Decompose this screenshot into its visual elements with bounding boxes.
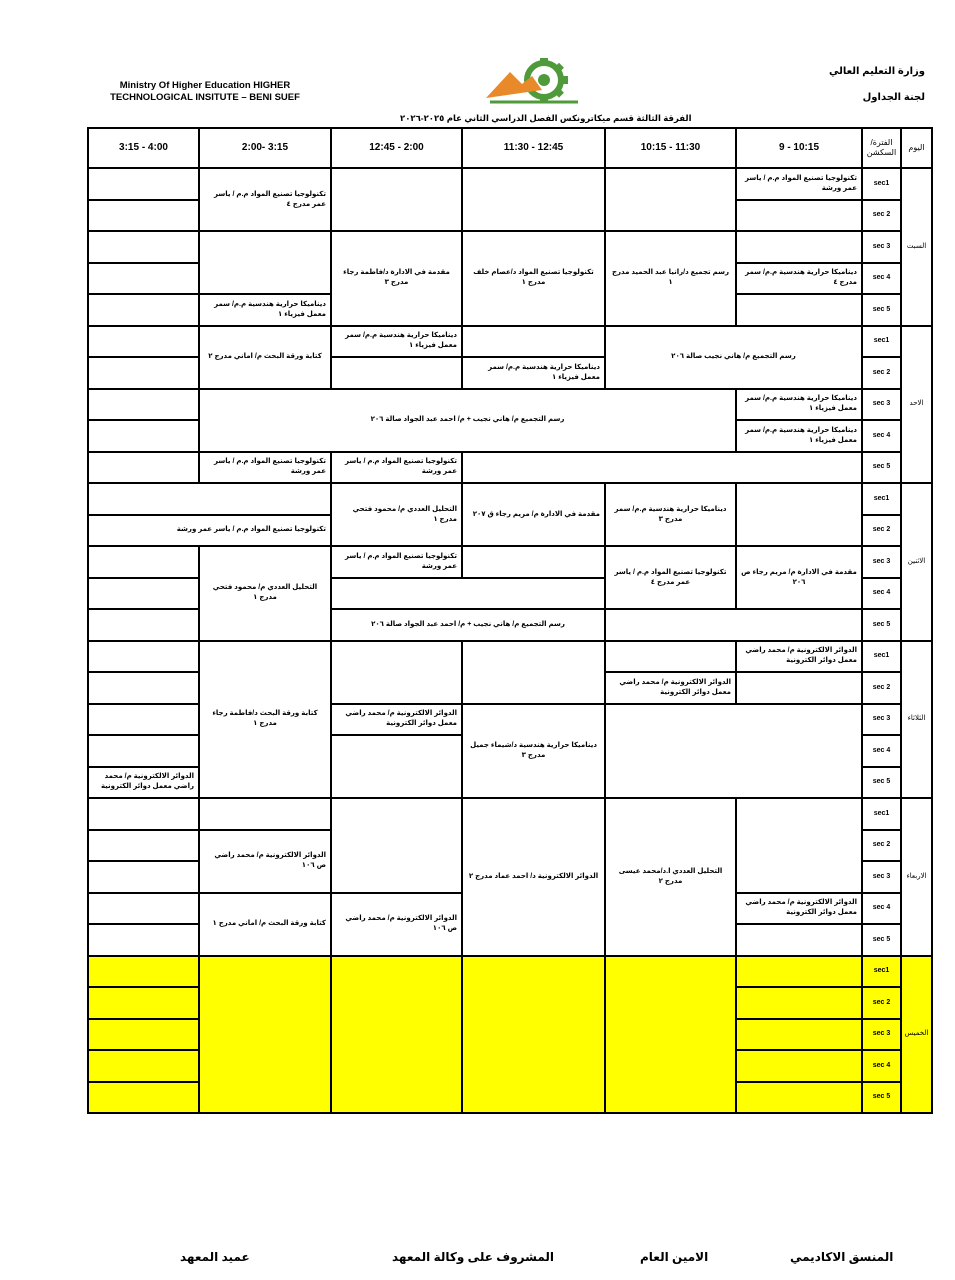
section-label: sec 2 — [862, 515, 901, 547]
table-cell — [88, 1082, 199, 1114]
table-cell — [736, 956, 862, 988]
table-row — [88, 641, 932, 673]
table-cell — [736, 798, 862, 893]
table-cell — [462, 546, 605, 578]
table-cell: التحليل العددي م/ محمود فتحي مدرج ١ — [331, 483, 462, 546]
table-cell: ديناميكا حرارية هندسية م.م/ سمر مدرج ٣ — [605, 483, 736, 546]
table-cell — [88, 452, 199, 484]
period-5-header: 2:00- 3:15 — [199, 128, 331, 168]
table-row — [88, 326, 932, 358]
section-label: sec 5 — [862, 609, 901, 641]
table-cell: ديناميكا حرارية هندسية م.م/ سمر معمل فيزياء ١ — [736, 389, 862, 421]
table-cell — [462, 168, 605, 231]
signature-academic-coordinator: المنسق الاكاديمي — [790, 1250, 894, 1264]
table-row — [88, 389, 932, 421]
table-cell: ديناميكا حرارية هندسية م.م/ سمر معمل فيزياء ١ — [462, 357, 605, 389]
institute-logo — [482, 58, 592, 106]
period-4-header: 12:45 - 2:00 — [331, 128, 462, 168]
table-cell: الدوائر الالكترونية م/ محمد راضي ص ١٠٦ — [331, 893, 462, 956]
table-cell — [88, 609, 199, 641]
table-cell: كتابة ورقة البحث د/فاطمة رجاء مدرج ١ — [199, 641, 331, 799]
section-label: sec 4 — [862, 578, 901, 610]
section-label: sec 5 — [862, 767, 901, 799]
table-cell — [88, 578, 199, 610]
signature-deputy-supervisor: المشروف على وكالة المعهد — [392, 1250, 554, 1264]
table-cell — [88, 263, 199, 295]
table-cell — [331, 357, 462, 389]
table-cell: تكنولوجيا تصنيع المواد د/عصام خلف مدرج ١ — [462, 231, 605, 326]
section-label: sec 3 — [862, 389, 901, 421]
table-cell — [605, 704, 862, 799]
table-cell: ديناميكا حرارية هندسية م.م/ سمر معمل فيزياء ١ — [331, 326, 462, 358]
section-label: sec 2 — [862, 672, 901, 704]
ministry-arabic-title: وزارة التعليم العالي — [829, 66, 925, 77]
table-cell — [199, 798, 331, 830]
table-cell — [88, 672, 199, 704]
table-cell — [736, 1082, 862, 1114]
table-cell — [88, 924, 199, 956]
committee-title: لجنة الجداول — [862, 92, 925, 103]
period-1-header: 9 - 10:15 — [736, 128, 862, 168]
table-cell: الدوائر الالكترونية م/ محمد راضي معمل دوائر الكترونية — [736, 893, 862, 925]
table-cell: كتابة ورقة البحث م/ اماني مدرج ١ — [199, 893, 331, 956]
table-cell — [88, 861, 199, 893]
section-label: sec 4 — [862, 735, 901, 767]
section-label: sec 4 — [862, 263, 901, 295]
day-saturday: السبت — [901, 168, 932, 326]
table-cell: رسم التجميع م/ هاني نجيب + م/ احمد عبد الجواد صالة ٢٠٦ — [199, 389, 736, 452]
day-tuesday: الثلاثاء — [901, 641, 932, 799]
section-label: sec 4 — [862, 893, 901, 925]
signature-secretary-general: الامين العام — [640, 1250, 709, 1264]
signature-dean: عميد المعهد — [180, 1250, 250, 1264]
table-row — [88, 231, 932, 263]
table-cell — [331, 578, 605, 610]
section-label: sec1 — [862, 798, 901, 830]
table-cell — [199, 231, 331, 294]
table-cell — [88, 956, 199, 988]
table-cell — [736, 200, 862, 232]
table-cell — [605, 168, 736, 231]
table-cell: ديناميكا حرارية هندسية م.م/ سمر معمل فيزياء ١ — [199, 294, 331, 326]
section-label: sec 2 — [862, 200, 901, 232]
table-row — [88, 452, 932, 484]
table-cell: تكنولوجيا تصنيع المواد م.م / ياسر عمر ورشة — [331, 546, 462, 578]
table-cell — [88, 168, 199, 200]
section-label: sec1 — [862, 483, 901, 515]
table-cell — [605, 956, 736, 1114]
table-cell — [736, 483, 862, 546]
section-label: sec 4 — [862, 1050, 901, 1082]
day-header: اليوم — [901, 128, 932, 168]
table-cell — [88, 231, 199, 263]
table-cell: الدوائر الالكترونية م/ محمد راضي معمل دوائر الكترونية — [736, 641, 862, 673]
table-cell — [199, 956, 331, 1114]
table-cell: مقدمة في الادارة م/ مريم رجاء ص ٢٠٦ — [736, 546, 862, 609]
table-cell — [736, 231, 862, 263]
table-cell: تكنولوجيا تصنيع المواد م.م / ياسر عمر ورشة — [88, 515, 331, 547]
table-cell: الدوائر الالكترونية م/ محمد راضي معمل دوائر الكترونية — [88, 767, 199, 799]
table-cell: الدوائر الالكترونية م/ محمد راضي معمل دوائر الكترونية — [605, 672, 736, 704]
section-label: sec 5 — [862, 452, 901, 484]
table-cell: تكنولوجيا تصنيع المواد م.م / ياسر عمر ورشة — [331, 452, 462, 484]
table-cell — [88, 483, 331, 515]
table-cell: تكنولوجيا تصنيع المواد م.م / ياسر عمر ورشة — [736, 168, 862, 200]
table-cell — [88, 326, 199, 358]
day-sunday: الاحد — [901, 326, 932, 484]
day-monday: الاثنين — [901, 483, 932, 641]
table-cell — [88, 200, 199, 232]
table-cell: تكنولوجيا تصنيع المواد م.م / ياسر عمر مدرج ٤ — [199, 168, 331, 231]
table-cell — [88, 987, 199, 1019]
section-label: sec1 — [862, 956, 901, 988]
table-cell — [331, 168, 462, 231]
section-label: sec 5 — [862, 1082, 901, 1114]
ministry-english-title: Ministry Of Higher Education HIGHER TECHNOLOGICAL INSITUTE – BENI SUEF — [110, 80, 300, 103]
schedule-table — [87, 127, 933, 1114]
table-cell — [88, 641, 199, 673]
table-cell: التحليل العددي ا.د/محمد عيسى مدرج ٢ — [605, 798, 736, 956]
section-label: sec 3 — [862, 861, 901, 893]
section-label: sec 4 — [862, 420, 901, 452]
table-cell — [736, 987, 862, 1019]
period-2-header: 10:15 - 11:30 — [605, 128, 736, 168]
table-cell — [736, 924, 862, 956]
table-row — [88, 168, 932, 200]
table-cell — [462, 641, 605, 704]
section-label: sec 3 — [862, 546, 901, 578]
table-cell: رسم تجميع د/رانيا عبد الحميد مدرج ١ — [605, 231, 736, 326]
table-row — [88, 546, 932, 578]
table-cell — [331, 798, 462, 893]
table-cell — [736, 1050, 862, 1082]
section-label: sec1 — [862, 168, 901, 200]
table-cell — [88, 1019, 199, 1051]
day-wednesday: الاربعاء — [901, 798, 932, 956]
table-cell — [462, 326, 605, 358]
table-cell — [88, 357, 199, 389]
section-label: sec 2 — [862, 357, 901, 389]
table-cell: مقدمة في الادارة م/ مريم رجاء ق ٢٠٧ — [462, 483, 605, 546]
table-cell: الدوائر الالكترونية م/ محمد راضي معمل دوائر الكترونية — [331, 704, 462, 736]
table-cell: تكنولوجيا تصنيع المواد م.م / ياسر عمر مدرج ٤ — [605, 546, 736, 609]
table-cell — [605, 641, 736, 673]
table-cell — [331, 735, 462, 798]
table-cell — [462, 956, 605, 1114]
table-cell — [462, 452, 862, 484]
section-label: sec 5 — [862, 294, 901, 326]
section-label: sec 2 — [862, 830, 901, 862]
table-cell: ديناميكا حرارية هندسية د/شيماء جميل مدرج ٣ — [462, 704, 605, 799]
table-cell: تكنولوجيا تصنيع المواد م.م / ياسر عمر ورشة — [199, 452, 331, 484]
table-cell — [88, 546, 199, 578]
table-cell — [331, 641, 462, 704]
table-cell — [88, 294, 199, 326]
section-header: الفترة/ السكشن — [862, 128, 901, 168]
table-cell: كتابة ورقة البحث م/ اماني مدرج ٢ — [199, 326, 331, 389]
section-label: sec 5 — [862, 924, 901, 956]
table-cell — [736, 672, 862, 704]
table-cell — [331, 956, 462, 1114]
table-cell: الدوائر الالكترونية د/ احمد عماد مدرج ٢ — [462, 798, 605, 956]
table-cell: ديناميكا حرارية هندسية م.م/ سمر معمل فيزياء ١ — [736, 420, 862, 452]
table-cell — [88, 389, 199, 421]
table-cell: رسم التجميع م/ هاني نجيب + م/ احمد عبد الجواد صالة ٢٠٦ — [331, 609, 605, 641]
table-cell: التحليل العددي م/ محمود فتحي مدرج ١ — [199, 546, 331, 641]
table-row — [88, 956, 932, 988]
table-cell — [88, 830, 199, 862]
table-cell: رسم التجميع م/ هاني نجيب صالة ٢٠٦ — [605, 326, 862, 389]
period-6-header: 3:15 - 4:00 — [88, 128, 199, 168]
table-row — [88, 798, 932, 830]
schedule-subtitle: الفرقة الثالثة قسم ميكاترونكس الفصل الدراسي الثاني عام ٢٠٢٥-٢٠٢٦ — [400, 113, 692, 123]
section-label: sec 2 — [862, 987, 901, 1019]
section-label: sec1 — [862, 641, 901, 673]
day-thursday: الخميس — [901, 956, 932, 1114]
table-cell — [88, 893, 199, 925]
section-label: sec1 — [862, 326, 901, 358]
period-3-header: 11:30 - 12:45 — [462, 128, 605, 168]
table-row — [88, 483, 932, 515]
table-cell: الدوائر الالكترونية م/ محمد راضي ص ١٠٦ — [199, 830, 331, 893]
table-cell — [88, 735, 199, 767]
section-label: sec 3 — [862, 704, 901, 736]
table-cell — [736, 1019, 862, 1051]
table-cell — [736, 294, 862, 326]
section-label: sec 3 — [862, 231, 901, 263]
table-cell — [605, 609, 862, 641]
section-label: sec 3 — [862, 1019, 901, 1051]
table-cell: ديناميكا حرارية هندسية م.م/ سمر مدرج ٤ — [736, 263, 862, 295]
header-row — [88, 128, 932, 168]
table-cell — [88, 704, 199, 736]
table-cell — [88, 420, 199, 452]
table-cell — [88, 798, 199, 830]
table-cell — [88, 1050, 199, 1082]
table-cell: مقدمة في الادارة د/فاطمة رجاء مدرج ٣ — [331, 231, 462, 326]
